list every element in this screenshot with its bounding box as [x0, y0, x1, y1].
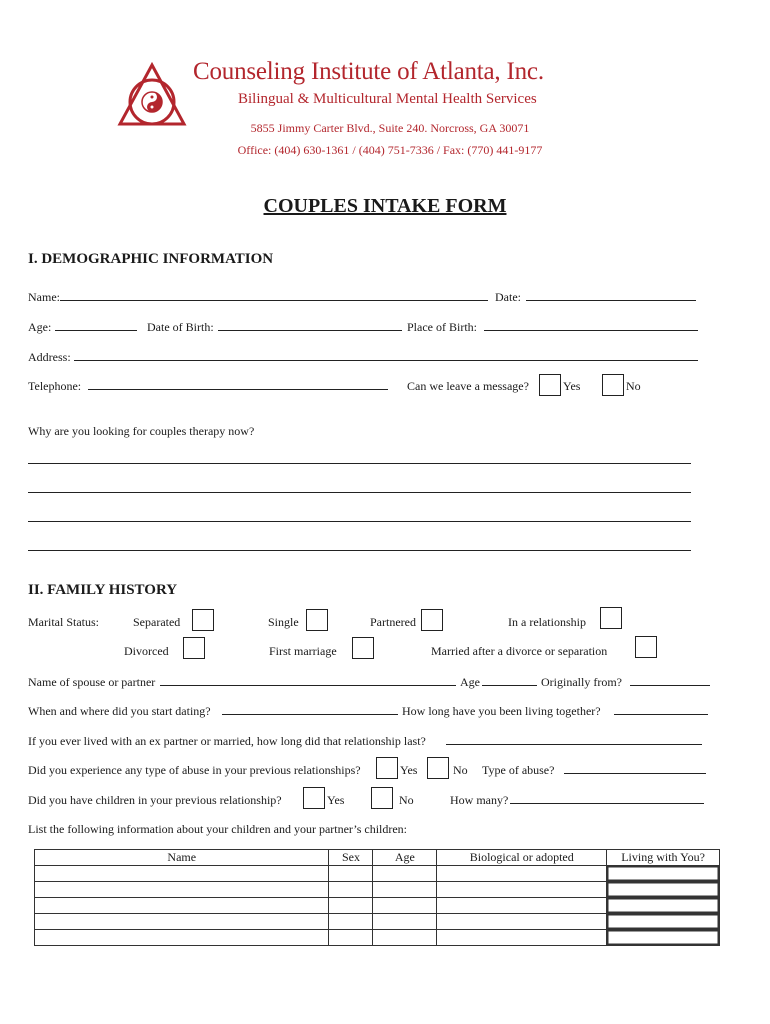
abuse-no-checkbox[interactable] — [427, 757, 449, 779]
leave-message-label: Can we leave a message? — [407, 379, 529, 393]
col-header-name: Name — [35, 850, 329, 866]
how-many-label: How many? — [450, 793, 509, 807]
org-address: 5855 Jimmy Carter Blvd., Suite 240. Norcross, GA 30071 — [250, 121, 530, 135]
cell-biological[interactable] — [437, 914, 607, 930]
cell-name[interactable] — [35, 882, 329, 898]
cell-age[interactable] — [373, 930, 437, 946]
col-header-age: Age — [373, 850, 437, 866]
table-header-row — [35, 850, 720, 866]
cell-living[interactable] — [607, 882, 720, 898]
table-row — [35, 882, 720, 898]
separated-label: Separated — [133, 615, 181, 629]
how-many-field[interactable] — [510, 793, 704, 804]
date-field[interactable] — [526, 290, 696, 301]
first-marriage-label: First marriage — [269, 644, 337, 658]
in-relationship-label: In a relationship — [508, 615, 586, 629]
cell-name[interactable] — [35, 914, 329, 930]
partnered-label: Partnered — [370, 615, 416, 629]
spouse-name-label: Name of spouse or partner — [28, 675, 156, 689]
table-row — [35, 914, 720, 930]
cell-living[interactable] — [607, 898, 720, 914]
pob-field[interactable] — [484, 320, 698, 331]
children-table — [34, 849, 720, 946]
leave-message-yes-label: Yes — [563, 379, 581, 393]
cell-sex[interactable] — [329, 914, 373, 930]
abuse-type-label: Type of abuse? — [482, 763, 555, 777]
org-phones: Office: (404) 630-1361 / (404) 751-7336 / Fax: (770) 441-9177 — [237, 143, 543, 157]
abuse-no-label: No — [453, 763, 468, 777]
cell-living[interactable] — [607, 866, 720, 882]
children-no-label: No — [399, 793, 414, 807]
why-therapy-label: Why are you looking for couples therapy now? — [28, 424, 255, 438]
table-row — [35, 898, 720, 914]
why-answer-line[interactable] — [28, 463, 691, 464]
cell-living[interactable] — [607, 914, 720, 930]
address-field[interactable] — [74, 350, 698, 361]
dob-field[interactable] — [218, 320, 402, 331]
children-list-label: List the following information about your children and your partner’s children: — [28, 822, 408, 836]
spouse-name-field[interactable] — [160, 675, 456, 686]
pob-label: Place of Birth: — [407, 320, 477, 334]
married-after-divorce-label: Married after a divorce or separation — [431, 644, 608, 658]
partnered-checkbox[interactable] — [421, 609, 443, 631]
abuse-yes-checkbox[interactable] — [376, 757, 398, 779]
cell-biological[interactable] — [437, 882, 607, 898]
abuse-yes-label: Yes — [400, 763, 418, 777]
single-label: Single — [268, 615, 299, 629]
org-tagline: Bilingual & Multicultural Mental Health Services — [238, 91, 537, 107]
ex-partner-field[interactable] — [446, 734, 702, 745]
children-yes-label: Yes — [327, 793, 345, 807]
leave-message-yes-checkbox[interactable] — [539, 374, 561, 396]
name-field[interactable] — [60, 290, 488, 301]
in-relationship-checkbox[interactable] — [600, 607, 622, 629]
children-previous-label: Did you have children in your previous relationship? — [28, 793, 282, 807]
date-label: Date: — [495, 290, 521, 304]
age-label: Age: — [28, 320, 52, 334]
children-no-checkbox[interactable] — [371, 787, 393, 809]
cell-age[interactable] — [373, 866, 437, 882]
origin-label: Originally from? — [541, 675, 622, 689]
why-answer-line[interactable] — [28, 521, 691, 522]
section-family-title: II. FAMILY HISTORY — [28, 582, 178, 598]
first-marriage-checkbox[interactable] — [352, 637, 374, 659]
cell-age[interactable] — [373, 898, 437, 914]
why-answer-line[interactable] — [28, 492, 691, 493]
spouse-age-label: Age — [460, 675, 480, 689]
abuse-label: Did you experience any type of abuse in your previous relationships? — [28, 763, 361, 777]
dob-label: Date of Birth: — [147, 320, 214, 334]
cell-living[interactable] — [607, 930, 720, 946]
cell-age[interactable] — [373, 882, 437, 898]
address-label: Address: — [28, 350, 71, 364]
leave-message-no-label: No — [626, 379, 641, 393]
leave-message-no-checkbox[interactable] — [602, 374, 624, 396]
abuse-type-field[interactable] — [564, 763, 706, 774]
telephone-label: Telephone: — [28, 379, 82, 393]
org-name: Counseling Institute of Atlanta, Inc. — [193, 58, 544, 85]
cell-sex[interactable] — [329, 930, 373, 946]
marital-status-label: Marital Status: — [28, 615, 99, 629]
children-yes-checkbox[interactable] — [303, 787, 325, 809]
single-checkbox[interactable] — [306, 609, 328, 631]
section-demographic-title: I. DEMOGRAPHIC INFORMATION — [28, 251, 274, 267]
cell-name[interactable] — [35, 930, 329, 946]
start-dating-label: When and where did you start dating? — [28, 704, 211, 718]
why-answer-line[interactable] — [28, 550, 691, 551]
name-label: Name: — [28, 290, 60, 304]
col-header-biological: Biological or adopted — [437, 850, 607, 866]
table-row — [35, 866, 720, 882]
spouse-age-field[interactable] — [482, 675, 537, 686]
cell-sex[interactable] — [329, 866, 373, 882]
origin-field[interactable] — [630, 675, 710, 686]
start-dating-field[interactable] — [222, 704, 398, 715]
ex-partner-label: If you ever lived with an ex partner or married, how long did that relationship last? — [28, 734, 426, 748]
divorced-checkbox[interactable] — [183, 637, 205, 659]
cell-age[interactable] — [373, 914, 437, 930]
col-header-sex: Sex — [329, 850, 373, 866]
form-title: COUPLES INTAKE FORM — [263, 195, 507, 217]
separated-checkbox[interactable] — [192, 609, 214, 631]
col-header-living: Living with You? — [607, 850, 720, 866]
age-field[interactable] — [55, 320, 137, 331]
cell-name[interactable] — [35, 866, 329, 882]
living-together-label: How long have you been living together? — [402, 704, 601, 718]
divorced-label: Divorced — [124, 644, 169, 658]
living-together-field[interactable] — [614, 704, 708, 715]
table-row — [35, 930, 720, 946]
telephone-field[interactable] — [88, 379, 388, 390]
married-after-divorce-checkbox[interactable] — [635, 636, 657, 658]
cell-sex[interactable] — [329, 882, 373, 898]
cell-sex[interactable] — [329, 898, 373, 914]
cell-biological[interactable] — [437, 930, 607, 946]
yin-yang-triangle-logo-icon — [116, 62, 188, 128]
cell-biological[interactable] — [437, 866, 607, 882]
cell-biological[interactable] — [437, 898, 607, 914]
cell-name[interactable] — [35, 898, 329, 914]
